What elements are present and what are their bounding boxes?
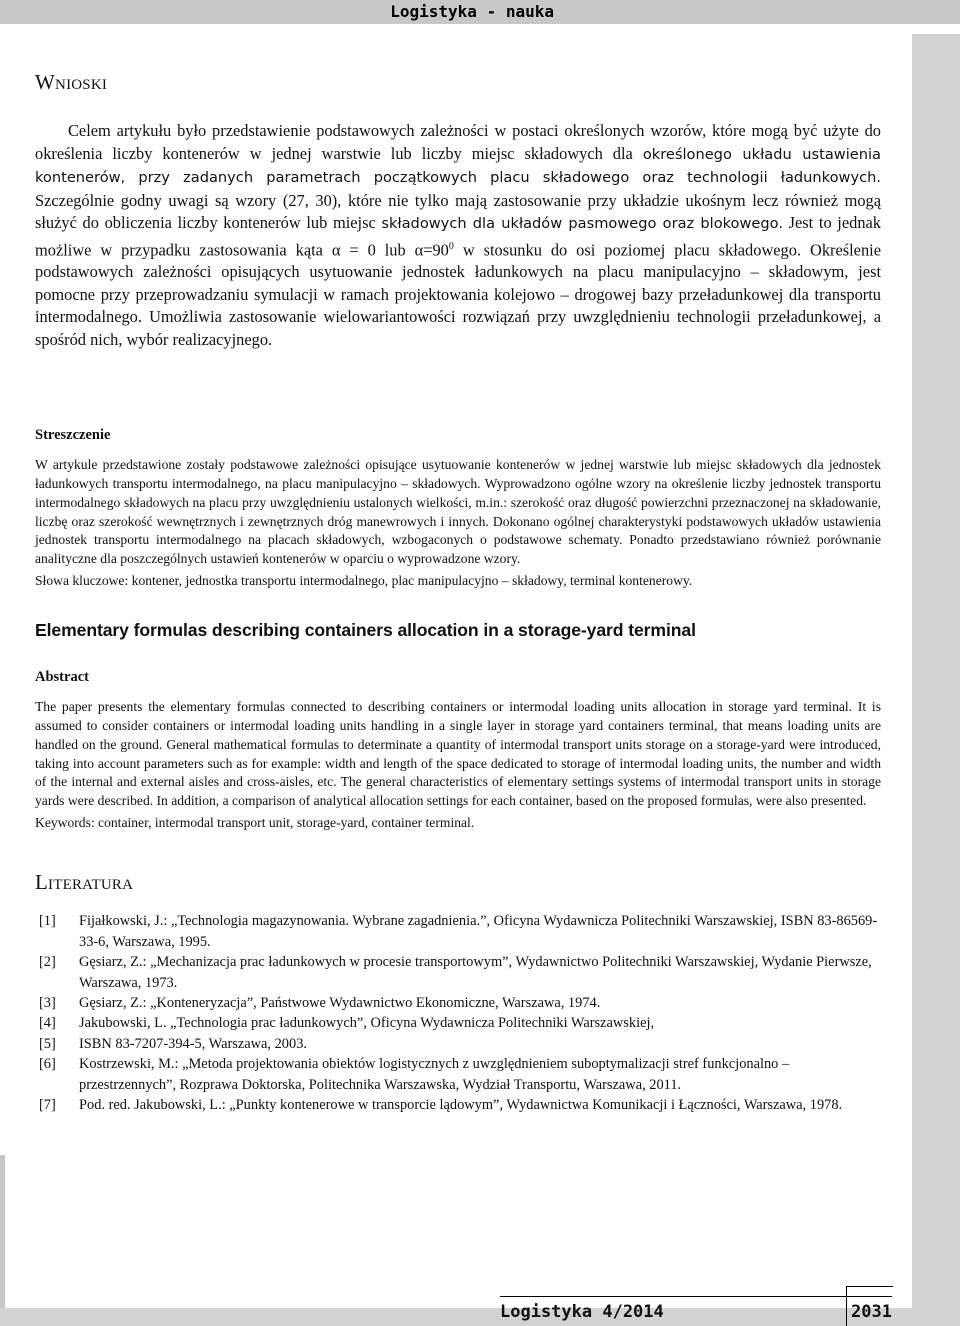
references-heading (35, 870, 881, 895)
summary-heading: Streszczenie (35, 427, 111, 444)
reference-number: [1] (39, 913, 56, 930)
conclusions-paragraph (35, 120, 881, 351)
page-margin-strip (912, 34, 960, 1326)
abstract-body: The paper presents the elementary formulas connected to describing containers or intermodal loading units allocation in storage yard terminal. It is assumed to consider containers or intermodal loading units handling in a single layer in storage yard containers terminal, that means loading units are handled on the ground. General mathematical formulas to determinate a quantity of intermodal transport units storage on a storage-yard were introduced, taking into account parameters such as for example: width and length of the space dedicated to storage of intermodal loading units, the number and width of the internal and external aisles and cross-aisles, etc. The general characteristics of elementary settings systems of intermodal transport units in storage yards were described. In addition, a comparison of analytical allocation settings for each container, based on the proposed formulas, were also presented. (35, 699, 881, 808)
heading-rest: NIOSKI (55, 77, 108, 93)
reference-text: Kostrzewski, M.: „Metoda projektowania obiektów logistycznych z uwzględnieniem suboptymalizacji stref funkcjonalno – przestrzennych”, Rozprawa Doktorska, Politechnika Warszawska, Wydział Transportu, Warszawa, 2011. (79, 1056, 790, 1093)
reference-number: [5] (39, 1035, 56, 1052)
reference-number: [7] (39, 1096, 56, 1113)
header-bar (0, 0, 960, 24)
footer-page-box-top (846, 1286, 893, 1287)
abstract-heading: Abstract (35, 669, 89, 686)
bottom-margin-strip (0, 1308, 960, 1326)
conclusions-text-4: składowych dla układów pasmowego oraz blokowego. (381, 215, 783, 232)
conclusions-text-6: w stosunku do osi poziomej placu składowego. Określenie podstawowych zależności opisujących usytuowanie jednostek ładunkowych na placu manipulacyjno – składowym, jest pomocne przy przeprowadzaniu symulacji w ramach projektowania kolejowo – drogowej bazy przeładunkowej dla transportu intermodalnego. Umożliwia zastosowanie wielowariantowości rozwiązań przy uwzględnieniu technologii przeładunkowej, a spośród nich, wybór realizacyjnego. (35, 239, 881, 349)
conclusions-text-5: Jest to jednak możliwe w przypadku zastosowania kąta α = 0 lub α=90 (35, 213, 881, 259)
heading-initial: L (35, 870, 49, 895)
running-header: Logistyka - nauka (390, 2, 554, 21)
reference-item (35, 952, 881, 993)
summary-body: W artykule przedstawione zostały podstawowe zależności opisujące usytuowanie kontenerów w jednej warstwie lub miejsc składowych dla jednostek ładunkowych transportu intermodalnego, na placu manipulacyjno – składowych. Wyprowadzono ogólne wzory na określenie liczby jednostek transportu intermodalnego składowych na placu przy uwzględnieniu ustalonych wielkości, m.in.: szerokość oraz długość powierzchni przeznaczonej na składowanie, liczbę oraz szerokość wewnętrznych i zewnętrznych dróg manewrowych i innych. Dokonano ogólnej charakterystyki podstawowych układów ustawienia jednostek transportu intermodalnego na placach składowych, wzbogaconych o podstawowe schematy. Ponadto przedstawiano również porównanie analityczne dla poszczególnych ustawień kontenerów w oparciu o wyprowadzone wzory. (35, 457, 881, 566)
reference-number: [4] (39, 1015, 56, 1032)
page-number: 2031 (851, 1302, 892, 1322)
conclusions-text-2: określonego układu ustawienia kontenerów, przy zadanych parametrach początkowych placu składowego oraz technologii ładunkowych. (35, 145, 881, 186)
reference-item (35, 993, 881, 1013)
english-title: Elementary formulas describing containers allocation in a storage-yard terminal (35, 620, 696, 641)
heading-initial: W (35, 70, 56, 94)
reference-item (35, 911, 881, 952)
left-margin-mark (0, 1155, 5, 1320)
abstract-keywords: Keywords: container, intermodal transport unit, storage-yard, container terminal. (35, 814, 475, 830)
reference-item (35, 1013, 881, 1033)
conclusions-text-3: Szczególnie godny uwagi są wzory (27, 30), które nie tylko mają zastosowanie przy układzie ukośnym lecz również mogą służyć do obliczenia liczby kontenerów lub miejsc (35, 190, 881, 232)
reference-text: ISBN 83-7207-394-5, Warszawa, 2003. (79, 1035, 307, 1052)
reference-list (35, 911, 881, 1115)
degree-superscript: 0 (448, 240, 454, 252)
reference-text: Fijałkowski, J.: „Technologia magazynowania. Wybrane zagadnienia.”, Oficyna Wydawnicza Politechniki Warszawskiej, ISBN 83-86569-33-6, Warszawa, 1995. (79, 913, 878, 950)
reference-number: [6] (39, 1056, 56, 1073)
page-content (35, 40, 881, 1115)
reference-text: Jakubowski, L. „Technologia prac ładunkowych”, Oficyna Wydawnicza Politechniki Warszawskiej, (79, 1015, 655, 1032)
heading-rest: ITERATURA (48, 877, 134, 894)
reference-number: [2] (39, 954, 56, 971)
reference-item (35, 1034, 881, 1054)
reference-text: Pod. red. Jakubowski, L.: „Punkty kontenerowe w transporcie lądowym”, Wydawnictwa Komunikacji i Łączności, Warszawa, 1978. (79, 1096, 843, 1113)
footer-separator (846, 1286, 847, 1326)
footer-rule (500, 1296, 892, 1297)
conclusions-heading (35, 70, 881, 95)
conclusions-text-1: Celem artykułu było przedstawienie podstawowych zależności w postaci określonych wzorów, które mogą być użyte do określenia liczby kontenerów w jednej warstwie lub liczby miejsc składowych dla (35, 121, 881, 163)
reference-item (35, 1095, 881, 1115)
reference-number: [3] (39, 994, 56, 1011)
reference-text: Gęsiarz, Z.: „Konteneryzacja”, Państwowe Wydawnictwo Ekonomiczne, Warszawa, 1974. (79, 994, 601, 1011)
reference-text: Gęsiarz, Z.: „Mechanizacja prac ładunkowych w procesie transportowym”, Wydawnictwo Politechniki Warszawskiej, Wydanie Pierwsze, Warszawa, 1973. (79, 954, 872, 991)
footer-journal: Logistyka 4/2014 (500, 1302, 664, 1322)
reference-item (35, 1054, 881, 1095)
summary-keywords: Słowa kluczowe: kontener, jednostka transportu intermodalnego, plac manipulacyjno – składowy, terminal kontenerowy. (35, 572, 693, 588)
